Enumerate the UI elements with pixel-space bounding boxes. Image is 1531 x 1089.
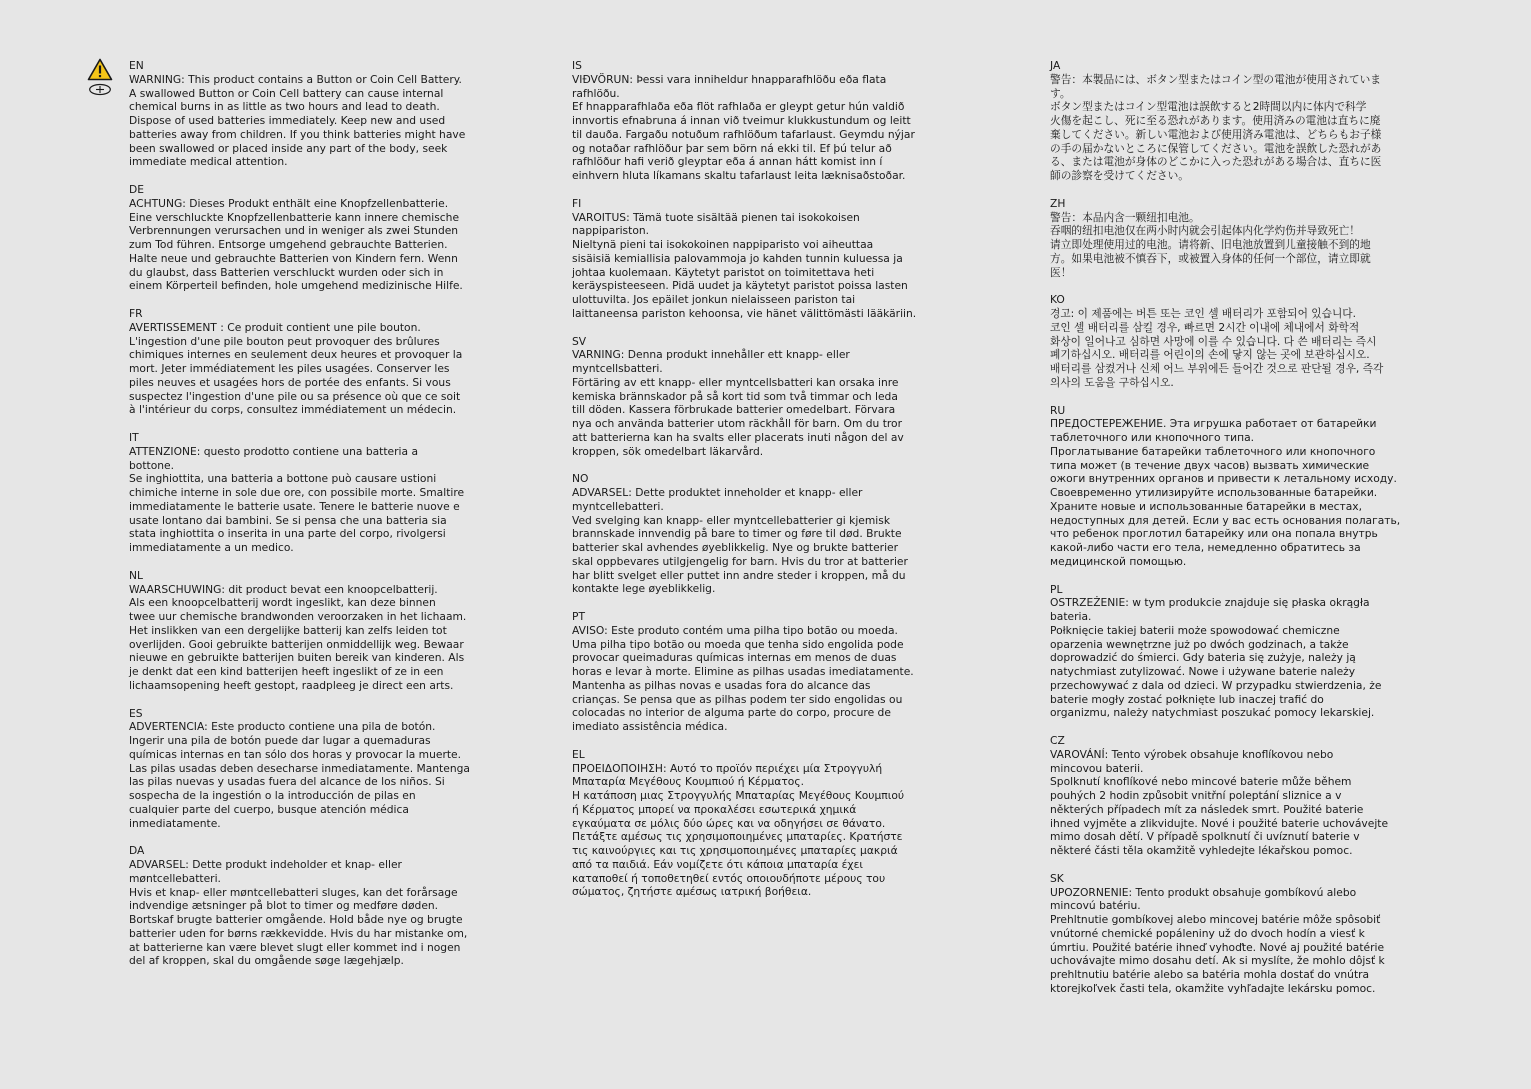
language-code: FI: [572, 196, 582, 210]
warning-text: ADVERTENCIA: Este producto contiene una pila de botón. Ingerir una pila de botón puede dar lugar a quemaduras químicas internas en tan sólo dos horas y provocar la muerte. Las pilas usadas deben desecharse inmediatamente. Mantenga las pilas nuevas y usadas fuera del alcance de los niños. Si sospecha de la ingestión o la introducción de pilas en cualquier parte del cuerpo, busque atención médica inmediatamente.: [129, 720, 470, 830]
language-code: PT: [572, 610, 585, 623]
warning-column-2: [572, 59, 952, 913]
warning-text: OSTRZEŻENIE: w tym produkcie znajduje się płaska okrągła bateria. Połknięcie takiej baterii może spowodować chemiczne oparzenia wewnętrzne już po dwóch godzinach, a także doprowadzić do śmierci. Gdy bateria się zużyje, należy ją natychmiast zutylizować. Nowe i używane baterie należy przechowywać z dala od dzieci. W przypadku stwierdzenia, że baterie mogły zostać połknięte lub inaczej trafić do organizmu, należy natychmiast poszukać pomocy lekarskiej.: [1050, 596, 1382, 720]
warning-text: VAROVÁNÍ: Tento výrobek obsahuje knoflíkovou nebo mincovou baterii. Spolknutí knoflíkové nebo mincové baterie může během pouhých 2 hodin způsobit vnitřní poleptání sliznice a v některých případech mít za následek smrt. Použité baterie ihned vyjměte a zlikvidujte. Nové i použité baterie uchovávejte mimo dosah dětí. V případě spolknutí či uvíznutí baterie v některé části těla okamžitě vyhledejte lékařskou pomoc.: [1050, 747, 1389, 857]
warning-section-de: [129, 183, 509, 293]
warning-text: 경고: 이 제품에는 버튼 또는 코인 셀 배터리가 포함되어 있습니다. 코인 셀 배터리를 삼킬 경우, 빠르면 2시간 이내에 체내에서 화학적 화상이 일어나고 심하면 사망에 이를 수 있습니다. 다 쓴 배터리는 즉시 폐기하십시오. 배터리를 어린이의 손에 닿지 않는 곳에 보관하십시오. 배터리를 삼켰거나 신체 어느 부위에든 들어간 것으로 판단될 경우, 즉각 의사의 도움을 구하십시오.: [1050, 307, 1384, 389]
warning-column-3: [1050, 59, 1430, 1010]
warning-text: ΠΡΟΕΙΔΟΠΟΙΗΣΗ: Αυτό το προϊόν περιέχει μία Στρογγυλή Μπαταρία Μεγέθους Κουμπιού ή Κέρματος. Η κατάποση μιας Στρογγυλής Μπαταρίας Μεγέθους Κουμπιού ή Κέρματος μπορεί να προκαλέσει εσωτερικά χημικά εγκαύματα σε μόλις δύο ώρες και να οδηγήσει σε θάνατο. Πετάξτε αμέσως τις χρησιμοποιημένες μπαταρίες. Κρατήστε τις καινούργιες και τις χρησιμοποιημένες μπαταρίες μακριά από τα παιδιά. Εάν νομίζετε ότι κάποια μπαταρία έχει καταποθεί ή τοποθετηθεί εντός οποιουδήποτε μέρους του σώματος, ζητήστε αμέσως ιατρική βοήθεια.: [572, 761, 905, 899]
warning-section-sv: [572, 335, 952, 459]
language-code: SV: [572, 334, 587, 348]
warning-text: ACHTUNG: Dieses Produkt enthält eine Knopfzellenbatterie. Eine verschluckte Knopfzellenbatterie kann innere chemische Verbrennungen verursachen und in weniger als zwei Stunden zum Tod führen. Entsorge umgehend gebrauchte Batterien. Halte neue und gebrauchte Batterien von Kindern fern. Wenn du glaubst, dass Batterien verschluckt wurden oder sich in einem Körperteil befinden, hole umgehend medizinische Hilfe.: [129, 196, 463, 293]
language-code: JA: [1050, 59, 1061, 72]
language-code: ES: [129, 706, 143, 720]
warning-text: 警告：本品内含一颗纽扣电池。 吞咽的纽扣电池仅在两小时内就会引起体内化学灼伤并导致死亡！ 请立即处理使用过的电池。请将新、旧电池放置到儿童接触不到的地 方。如果电池被不慎吞下，或被置入身体的任何一个部位，请立即就 医！: [1050, 210, 1371, 279]
warning-text: WARNING: This product contains a Button or Coin Cell Battery. A swallowed Button or Coin Cell battery can cause internal chemical burns in as little as two hours and lead to death. Dispose of used batteries immediately. Keep new and used batteries away from children. If you think batteries might have been swallowed or placed inside any part of the body, seek immediate medical attention.: [129, 72, 466, 169]
warning-text: VIÐVÖRUN: Þessi vara inniheldur hnapparafhlöðu eða flata rafhlöðu. Ef hnapparafhlaða eða flöt rafhlaða er gleypt getur hún valdið innvortis efnabruna á innan við tveimur klukkustundum og leitt til dauða. Fargaðu notuðum rafhlöðum tafarlaust. Geymdu nýjar og notaðar rafhlöður þar sem börn ná ekki til. Ef þú telur að rafhlöður hafi verið gleyptar eða á annan hátt komist inn í einhvern hluta líkamans skaltu tafarlaust leita læknisaðstoðar.: [572, 72, 915, 182]
warning-text: ADVARSEL: Dette produkt indeholder et knap- eller møntcellebatteri. Hvis et knap- eller møntcellebatteri sluges, kan det forårsage indvendige ætsninger på blot to timer og medføre døden. Bortskaf brugte batterier omgående. Hold både nye og brugte batterier uden for børns rækkevidde. Hvis du har mistanke om, at batterierne kan være blevet slugt eller kommet ind i nogen del af kroppen, skal du omgående søge lægehjælp.: [129, 858, 468, 968]
warning-text: WAARSCHUWING: dit product bevat een knoopcelbatterij. Als een knoopcelbatterij wordt ingeslikt, kan deze binnen twee uur chemische brandwonden veroorzaken in het lichaam. Het inslikken van een dergelijke batterij kan zelfs leiden tot overlijden. Gooi gebruikte batterijen onmiddellijk weg. Bewaar nieuwe en gebruikte batterijen buiten bereik van kinderen. Als je denkt dat een kind batterijen heeft ingeslikt of ze in een lichaamsopening heeft gestopt, raadpleeg je direct een arts.: [129, 582, 467, 692]
battery-warning-icon: [87, 58, 113, 102]
warning-text: ADVARSEL: Dette produktet inneholder et knapp- eller myntcellebatteri. Ved svelging kan knapp- eller myntcellebatterier gi kjemisk brannskade innvendig på bare to timer og føre til død. Brukte batterier skal avhendes øyeblikkelig. Nye og brukte batterier skal oppbevares utilgjengelig for barn. Hvis du tror at batterier har blitt svelget eller puttet inn andre steder i kroppen, må du kontakte lege øyeblikkelig.: [572, 486, 908, 596]
language-code: IT: [129, 431, 139, 444]
language-code: EN: [129, 59, 144, 72]
warning-text: 警告：本製品には、ボタン型またはコイン型の電池が使用されていま す。 ボタン型またはコイン型電池は誤飲すると2時間以内に体内で科学 火傷を起こし、死に至る恐れがあります。使用済みの電池は直ちに廃 棄してください。新しい電池および使用済み電池は、どちらもお子様 の手の届かないところに保管してください。電池を誤飲した恐れがあ る、または電池が身体のどこかに入った恐れがある場合は、直ちに医 師の診察を受けてください。: [1050, 72, 1382, 182]
language-code: ZH: [1050, 196, 1066, 210]
warning-section-el: [572, 748, 952, 899]
warning-section-fi: [572, 197, 952, 321]
warning-text: VARNING: Denna produkt innehåller ett knapp- eller myntcellsbatteri. Förtäring av ett knapp- eller myntcellsbatteri kan orsaka inre kemiska brännskador på så kort tid som två timmar och leda till döden. Kassera förbrukade batterier omedelbart. Förvara nya och använda batterier utom räckhåll för barn. Om du tror att batterierna kan ha svalts eller placerats inuti någon del av kroppen, sök omedelbart läkarvård.: [572, 348, 904, 458]
warning-section-sk: [1050, 872, 1430, 996]
language-code: DA: [129, 844, 145, 858]
language-code: KO: [1050, 293, 1065, 307]
language-code: EL: [572, 747, 585, 761]
language-code: DE: [129, 183, 144, 196]
warning-text: AVISO: Este produto contém uma pilha tipo botão ou moeda. Uma pilha tipo botão ou moeda que tenha sido engolida pode provocar queimaduras químicas internas em menos de duas horas e levar à morte. Elimine as pilhas usadas imediatamente. Mantenha as pilhas novas e usadas fora do alcance das crianças. Se pensa que as pilhas podem ter sido engolidas ou colocadas no interior de alguma parte do corpo, procure de imediato assistência médica.: [572, 623, 914, 733]
language-code: NO: [572, 472, 589, 486]
language-code: SK: [1050, 871, 1064, 885]
warning-section-en: [129, 59, 509, 169]
warning-section-ru: [1050, 404, 1430, 569]
language-code: PL: [1050, 582, 1063, 596]
warning-text: ATTENZIONE: questo prodotto contiene una batteria a bottone. Se inghiottita, una batteria a bottone può causare ustioni chimiche interne in sole due ore, con possibile morte. Smaltire immediatamente le batterie usate. Tenere le batterie nuove e usate lontano dai bambini. Se si pensa che una batteria sia stata inghiottita o inserita in una parte del corpo, rivolgersi immediatamente a un medico.: [129, 444, 465, 554]
warning-section-nl: [129, 569, 509, 693]
warning-section-ko: [1050, 293, 1430, 389]
warning-section-ja: [1050, 59, 1430, 183]
warning-section-pl: [1050, 583, 1430, 721]
warning-text: AVERTISSEMENT : Ce produit contient une pile bouton. L'ingestion d'une pile bouton peut provoquer des brûlures chimiques internes en seulement deux heures et provoquer la mort. Jeter immédiatement les piles usagées. Conserver les piles neuves et usagées hors de portée des enfants. Si vous suspectez l'ingestion d'une pile ou sa présence où que ce soit à l'intérieur du corps, consultez immédiatement un médecin.: [129, 320, 463, 417]
warning-section-es: [129, 707, 509, 831]
warning-section-pt: [572, 610, 952, 734]
warning-text: ПРЕДОСТЕРЕЖЕНИЕ. Эта игрушка работает от батарейки таблеточного или кнопочного типа. Проглатывание батарейки таблеточного или кнопочного типа может (в течение двух часов) вызвать химические ожоги внутренних органов и привести к летальному исходу. Своевременно утилизируйте использованные батарейки. Храните новые и использованные батарейки в местах, недоступных для детей. Если у вас есть основания полагать, что ребенок проглотил батарейку или она попала внутрь какой-либо части его тела, немедленно обратитесь за медицинской помощью.: [1050, 417, 1401, 568]
coin-cell-icon: [90, 85, 111, 95]
warning-section-it: [129, 431, 509, 555]
warning-section-da: [129, 844, 509, 968]
warning-section-no: [572, 472, 952, 596]
warning-section-is: [572, 59, 952, 183]
warning-section-zh: [1050, 197, 1430, 280]
warning-text: VAROITUS: Tämä tuote sisältää pienen tai isokokoisen nappipariston. Nieltynä pieni tai isokokoinen nappiparisto voi aiheuttaa sisäisiä kemiallisia palovammoja jo kahden tunnin kuluessa ja johtaa kuolemaan. Käytetyt paristot on toimitettava heti keräyspisteeseen. Pidä uudet ja käytetyt paristot poissa lasten ulottuvilta. Jos epäilet jonkun nielaisseen pariston tai laittaneensa pariston kehoonsa, vie hänet välittömästi lääkäriin.: [572, 210, 917, 320]
language-code: RU: [1050, 403, 1066, 417]
warning-section-fr: [129, 307, 509, 417]
language-code: IS: [572, 59, 582, 72]
language-code: NL: [129, 568, 143, 582]
language-code: CZ: [1050, 734, 1065, 747]
language-code: FR: [129, 307, 143, 320]
warning-text: UPOZORNENIE: Tento produkt obsahuje gombíkovú alebo mincovú batériu. Prehltnutie gombíkovej alebo mincovej batérie môže spôsobiť vnútorné chemické popáleniny už do dvoch hodín a viesť k úmrtiu. Použité batérie ihneď vyhoďte. Nové aj použité batérie uchovávajte mimo dosahu detí. Ak si myslíte, že mohlo dôjsť k prehltnutiu batérie alebo sa batéria mohla dostať do vnútra ktorejkoľvek časti tela, okamžite vyhľadajte lekársku pomoc.: [1050, 885, 1385, 995]
warning-section-cz: [1050, 734, 1430, 858]
warning-column-1: [129, 59, 509, 982]
